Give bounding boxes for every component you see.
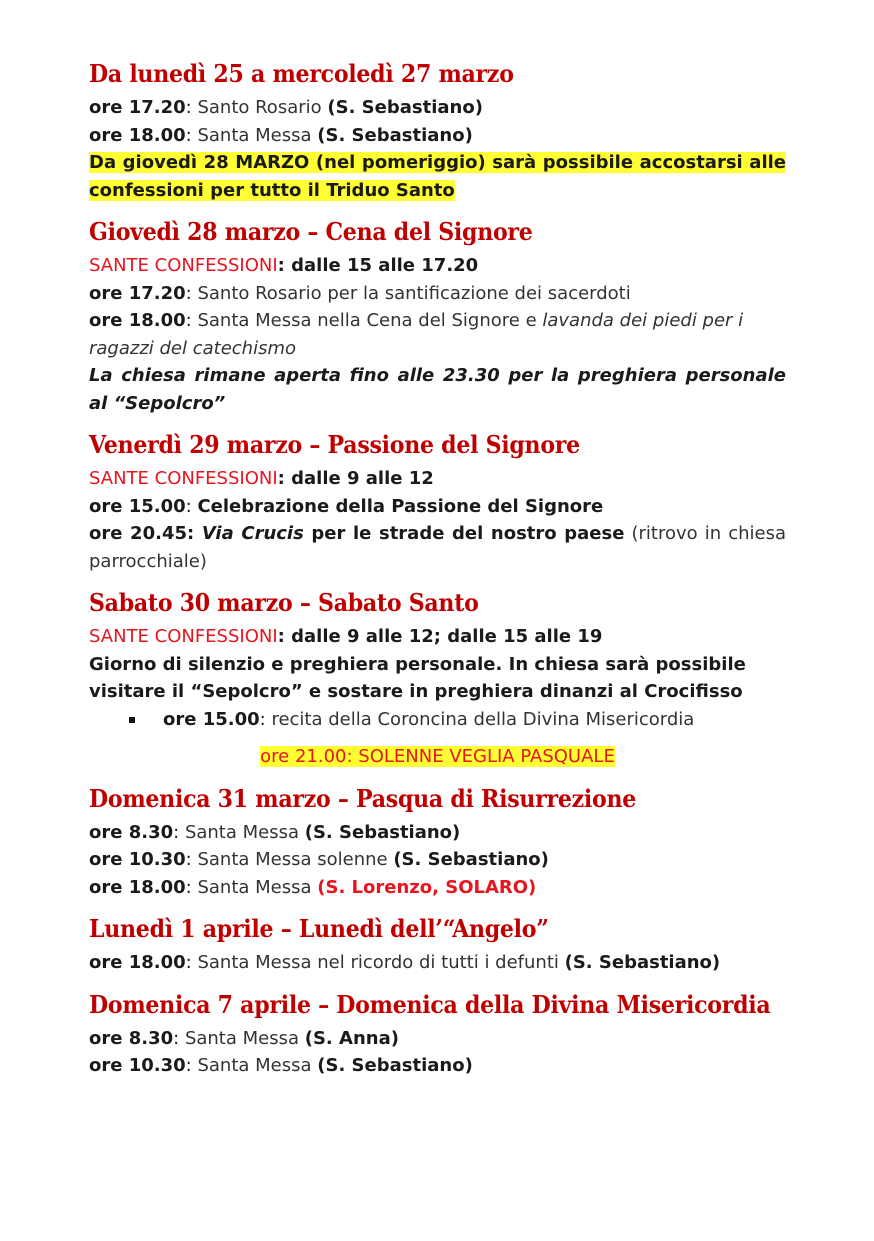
event-text: Santo Rosario per la santificazione dei sacerdoti	[197, 282, 631, 304]
separator: :	[185, 282, 198, 304]
time: ore 15.00	[163, 708, 260, 730]
place: (S. Sebastiano)	[304, 821, 461, 843]
separator: :	[277, 255, 285, 276]
event-text: Santa Messa solenne	[197, 849, 394, 870]
schedule-line	[89, 520, 786, 575]
confessioni-label: SANTE CONFESSIONI	[89, 626, 278, 647]
separator: :	[185, 849, 198, 870]
time: ore 15.00	[89, 495, 186, 517]
section-heading: Sabato 30 marzo – Sabato Santo	[89, 588, 479, 617]
event-text-italic: Via Crucis	[201, 523, 304, 544]
section-heading: Domenica 7 aprile – Domenica della Divina Misericordia	[89, 989, 771, 1019]
event-note: (ritrovo in chiesa parrocchiale)	[89, 523, 786, 572]
section-heading: Da lunedì 25 a mercoledì 27 marzo	[89, 59, 514, 88]
time: ore 10.30	[89, 1055, 186, 1076]
separator: :	[259, 708, 272, 730]
schedule-line	[89, 1025, 786, 1053]
time: ore 8.30	[89, 1027, 174, 1049]
day-description: Giorno di silenzio e preghiera personale. In chiesa sarà possibile visitare il “Sepolcro” e sostare in preghiera dinanzi al Crocifisso	[89, 653, 746, 702]
document-page	[89, 58, 786, 1092]
separator: :	[277, 626, 285, 647]
time: ore 21.00	[260, 746, 347, 767]
schedule-line	[89, 280, 786, 308]
veglia-line	[89, 743, 786, 771]
separator: :	[185, 1055, 198, 1076]
place: (S. Sebastiano)	[564, 952, 721, 973]
event-text: Santa Messa	[197, 876, 318, 898]
schedule-line	[89, 307, 786, 362]
place: (S. Anna)	[304, 1027, 399, 1049]
place: (S. Sebastiano)	[317, 1055, 473, 1076]
schedule-line	[89, 94, 786, 122]
separator: :	[277, 468, 285, 489]
highlight-text: Da giovedì 28 MARZO (nel pomeriggio) sarà possibile accostarsi alle confessioni per tutto il Triduo Santo	[89, 152, 786, 201]
event-text-italic: lavanda dei piedi per i ragazzi del catechismo	[89, 310, 744, 359]
section-heading: Domenica 31 marzo – Pasqua di Risurrezione	[89, 783, 637, 813]
event-text: Celebrazione della Passione del Signore	[197, 495, 604, 517]
veglia-text: SOLENNE VEGLIA PASQUALE	[358, 746, 615, 767]
separator: :	[173, 821, 185, 843]
time: ore 8.30	[89, 821, 174, 843]
confessioni-line	[89, 252, 786, 280]
confessioni-line	[89, 623, 786, 651]
place: (S. Lorenzo, SOLARO)	[317, 876, 537, 898]
church-note: La chiesa rimane aperta fino alle 23.30 per la preghiera personale al “Sepolcro”	[89, 365, 786, 414]
section-heading: Lunedì 1 aprile – Lunedì dell’“Angelo”	[89, 914, 549, 943]
square-bullet-icon	[129, 717, 135, 723]
time: ore 17.20	[89, 282, 186, 304]
separator: :	[346, 746, 359, 767]
time: ore 17.20	[89, 97, 186, 118]
separator: :	[185, 952, 198, 973]
place: (S. Sebastiano)	[327, 97, 483, 118]
time: ore 18.00	[89, 124, 186, 146]
schedule-line	[89, 949, 786, 977]
time: ore 18.00	[89, 310, 186, 331]
place: (S. Sebastiano)	[393, 849, 549, 870]
separator: :	[185, 124, 198, 146]
schedule-line	[89, 819, 786, 847]
schedule-line	[89, 1052, 786, 1080]
event-text: recita della Coroncina della Divina Misericordia	[271, 708, 695, 730]
confessioni-line	[89, 465, 786, 493]
section-giovedi	[89, 216, 786, 417]
section-divina-misericordia	[89, 989, 786, 1080]
event-text: Santo Rosario	[197, 97, 328, 118]
event-text: Santa Messa	[184, 1027, 305, 1049]
event-text: per le strade del nostro paese	[303, 523, 625, 544]
veglia-highlight	[260, 746, 615, 767]
bullet-item	[89, 706, 786, 734]
event-text: Santa Messa	[197, 124, 318, 146]
section-heading: Giovedì 28 marzo – Cena del Signore	[89, 217, 533, 246]
place: (S. Sebastiano)	[317, 124, 473, 146]
time: ore 10.30	[89, 849, 186, 870]
section-sabato	[89, 587, 786, 771]
highlight-note	[89, 149, 786, 204]
schedule-line	[89, 874, 786, 902]
section-pasqua	[89, 783, 786, 902]
time: ore 18.00	[89, 952, 186, 973]
confessioni-label: SANTE CONFESSIONI	[89, 255, 278, 276]
separator: :	[185, 876, 198, 898]
event-text: Santa Messa nella Cena del Signore e	[197, 310, 543, 331]
section-week	[89, 58, 786, 204]
separator: :	[185, 97, 198, 118]
section-venerdi	[89, 429, 786, 575]
confessioni-time: dalle 9 alle 12; dalle 15 alle 19	[284, 626, 603, 647]
schedule-line	[89, 122, 786, 150]
schedule-line	[89, 493, 786, 521]
separator: :	[185, 495, 198, 517]
time: ore 20.45:	[89, 523, 202, 544]
confessioni-label: SANTE CONFESSIONI	[89, 468, 278, 489]
time: ore 18.00	[89, 876, 186, 898]
schedule-line	[89, 846, 786, 874]
event-text: Santa Messa	[197, 1055, 318, 1076]
event-text: Santa Messa	[184, 821, 305, 843]
confessioni-time: dalle 15 alle 17.20	[284, 255, 479, 276]
section-lunedi-angelo	[89, 913, 786, 977]
confessioni-time: dalle 9 alle 12	[284, 468, 434, 489]
event-text: Santa Messa nel ricordo di tutti i defunti	[197, 952, 565, 973]
separator: :	[185, 310, 198, 331]
separator: :	[173, 1027, 185, 1049]
section-heading: Venerdì 29 marzo – Passione del Signore	[89, 430, 580, 459]
